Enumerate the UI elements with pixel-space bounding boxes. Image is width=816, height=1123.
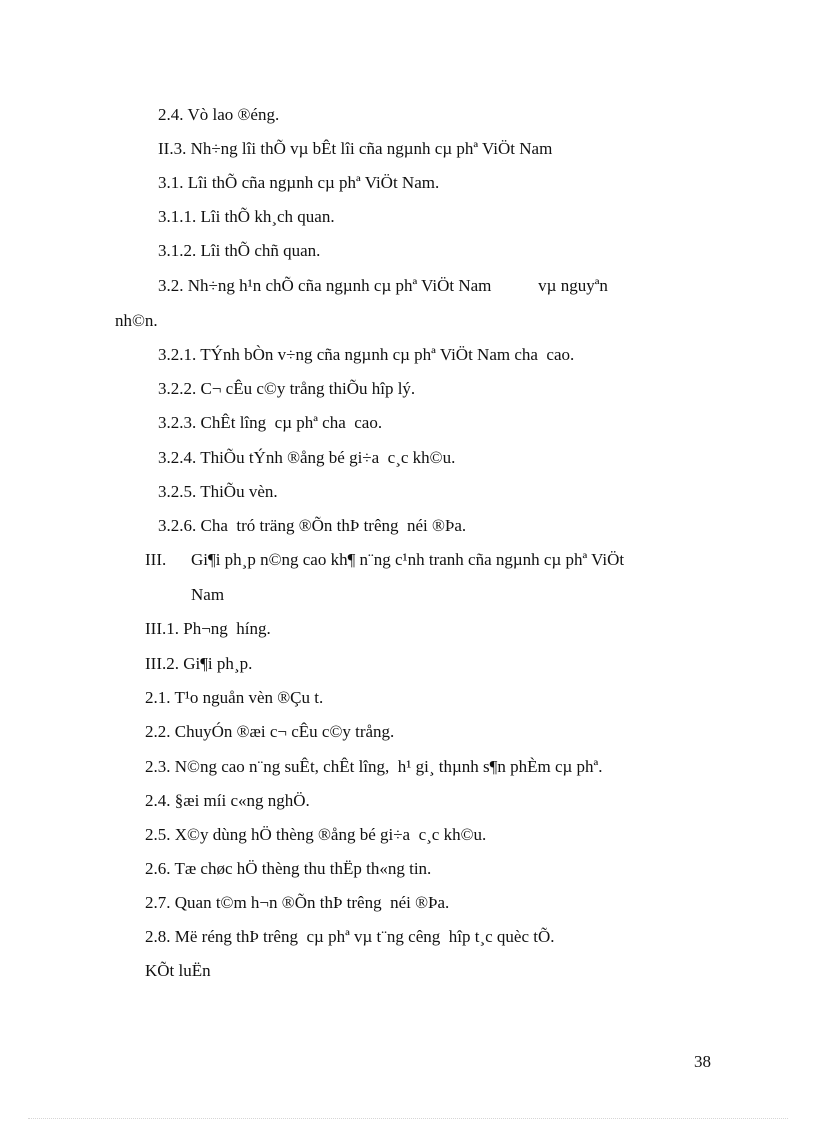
toc-line-18: 2.1. T¹o nguån vèn ®Çu t. bbox=[145, 688, 324, 707]
toc-line-8: 3.2.1. TÝnh bÒn v÷ng cña ngµnh cµ phª ViÖt Nam cha cao. bbox=[158, 345, 575, 364]
toc-line-4: 3.1.1. Lîi thÕ kh¸ch quan. bbox=[158, 207, 335, 226]
toc-line-23: 2.6. Tæ chøc hÖ thèng thu thËp th«ng tin. bbox=[145, 859, 432, 878]
toc-line-12: 3.2.5. ThiÕu vèn. bbox=[158, 482, 278, 501]
toc-line-6: 3.2. Nh÷ng h¹n chÕ cña ngµnh cµ phª ViÖt Nam vµ nguyªn bbox=[158, 276, 608, 295]
page-bottom-border bbox=[28, 1118, 788, 1119]
toc-line-9: 3.2.2. C¬ cÊu c©y trång thiÕu hîp lý. bbox=[158, 379, 416, 398]
toc-line-25: 2.8. Më réng thÞ trêng cµ phª vµ t¨ng cêng hîp t¸c quèc tÕ. bbox=[145, 927, 555, 946]
toc-line-21: 2.4. §æi míi c«ng nghÖ. bbox=[145, 791, 310, 810]
toc-line-15: Nam bbox=[191, 585, 225, 604]
toc-line-22: 2.5. X©y dùng hÖ thèng ®ång bé gi÷a c¸c kh©u. bbox=[145, 825, 487, 844]
toc-line-7: nh©n. bbox=[115, 311, 158, 330]
toc-line-11: 3.2.4. ThiÕu tÝnh ®ång bé gi÷a c¸c kh©u. bbox=[158, 448, 456, 467]
toc-line-19: 2.2. ChuyÓn ®æi c¬ cÊu c©y trång. bbox=[145, 722, 395, 741]
toc-line-24: 2.7. Quan t©m h¬n ®Õn thÞ trêng néi ®Þa. bbox=[145, 893, 450, 912]
toc-line-14-text: Gi¶i ph¸p n©ng cao kh¶ n¨ng c¹nh tranh cña ngµnh cµ phª ViÖt bbox=[191, 550, 625, 569]
toc-line-13: 3.2.6. Cha tró träng ®Õn thÞ trêng néi ®Þa. bbox=[158, 516, 467, 535]
toc-line-5: 3.1.2. Lîi thÕ chñ quan. bbox=[158, 241, 321, 260]
toc-line-3: 3.1. Lîi thÕ cña ngµnh cµ phª ViÖt Nam. bbox=[158, 173, 440, 192]
toc-line-14-number: III. bbox=[145, 550, 167, 569]
toc-line-2: II.3. Nh÷ng lîi thÕ vµ bÊt lîi cña ngµnh cµ phª ViÖt Nam bbox=[158, 139, 553, 158]
toc-line-16: III.1. Ph¬ng híng. bbox=[145, 619, 271, 638]
toc-line-20: 2.3. N©ng cao n¨ng suÊt, chÊt lîng, h¹ gi¸ thµnh s¶n phÈm cµ phª. bbox=[145, 757, 603, 776]
page-number: 38 bbox=[694, 1052, 711, 1071]
toc-line-26: KÕt luËn bbox=[145, 961, 211, 980]
toc-line-10: 3.2.3. ChÊt lîng cµ phª cha cao. bbox=[158, 413, 383, 432]
toc-line-17: III.2. Gi¶i ph¸p. bbox=[145, 654, 253, 673]
toc-line-1: 2.4. Vò lao ®éng. bbox=[158, 105, 280, 124]
